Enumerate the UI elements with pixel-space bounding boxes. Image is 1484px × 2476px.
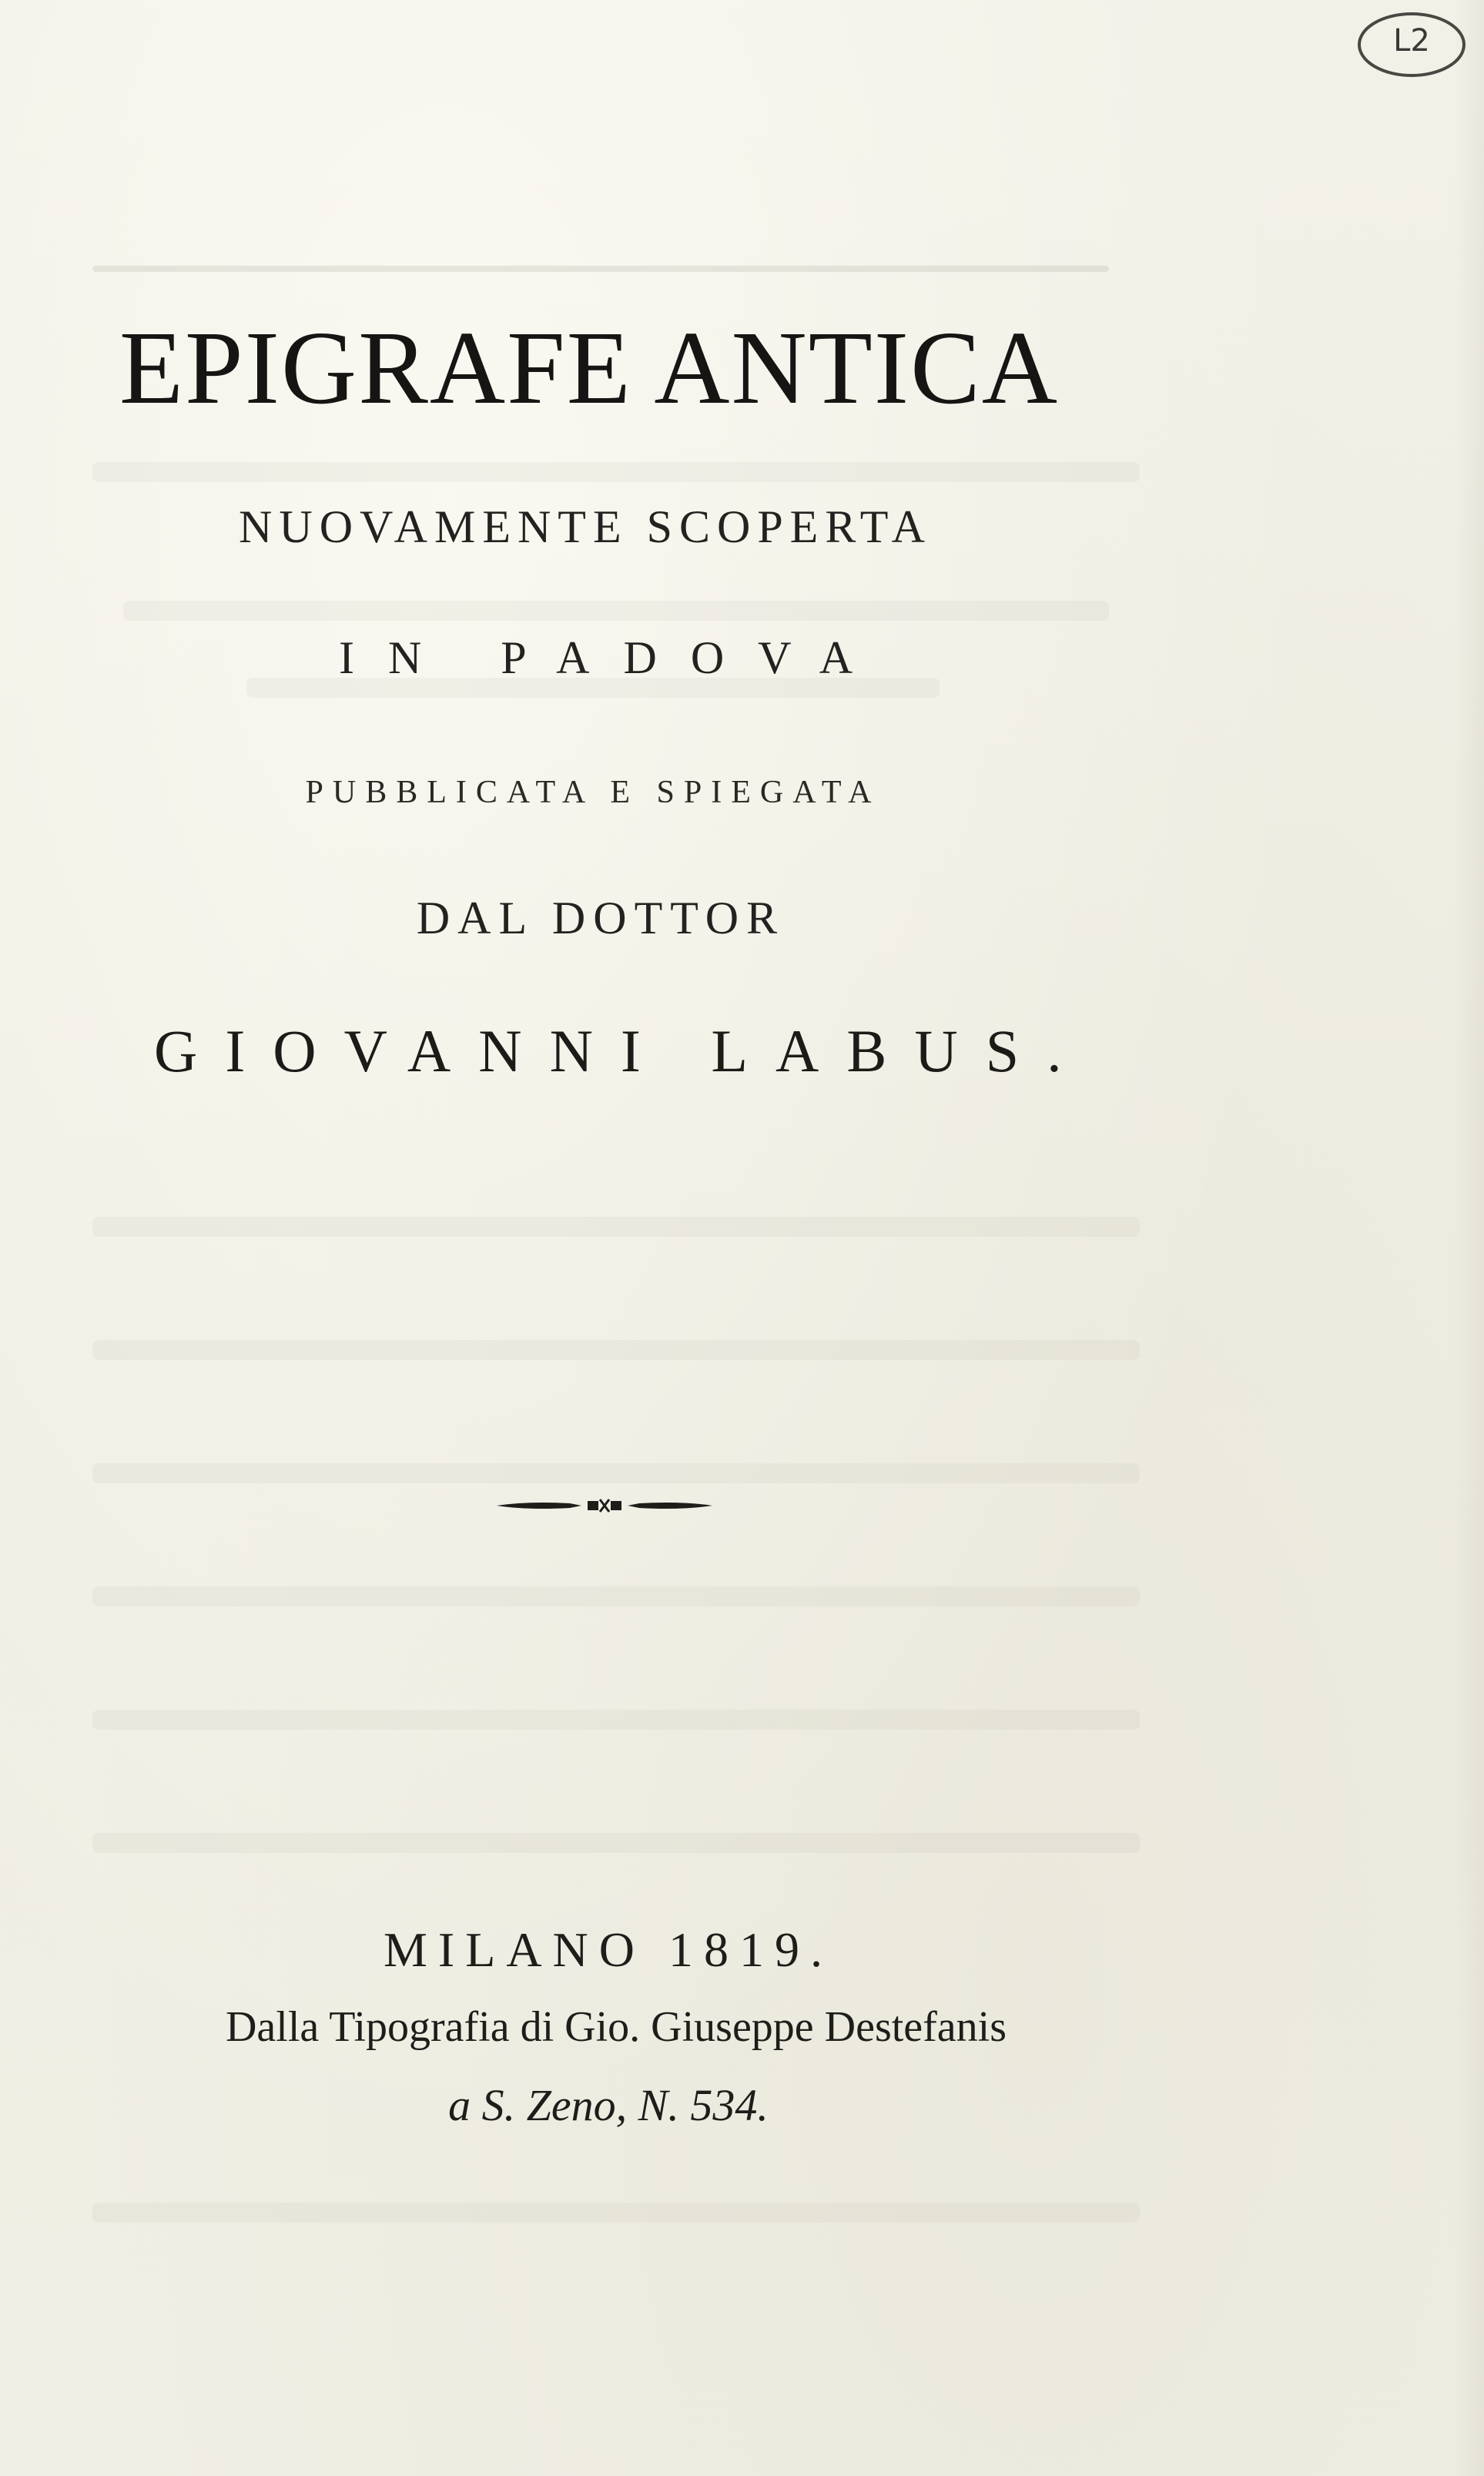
stamp-label: L2 [1393, 23, 1430, 59]
library-stamp [1354, 6, 1469, 83]
book-title: EPIGRAFE ANTICA [119, 310, 1060, 426]
printers-ornament-icon [497, 1496, 712, 1515]
imprint-printer: Dalla Tipografia di Gio. Giuseppe Destefanis [225, 2003, 1007, 2051]
bleed-through-line [92, 1833, 1140, 1853]
bleed-through-line [92, 1710, 1140, 1730]
bleed-through-line [123, 601, 1109, 621]
bleed-through-line [92, 1217, 1140, 1237]
byline: DAL DOTTOR [416, 893, 786, 943]
bleed-through-line [92, 1586, 1140, 1607]
subtitle-line-3: PUBBLICATA E SPIEGATA [305, 775, 881, 810]
bleed-through-line [92, 462, 1140, 482]
bleed-through-line [92, 1463, 1140, 1483]
subtitle-line-1: NUOVAMENTE SCOPERTA [239, 501, 932, 552]
bleed-through-rule [92, 266, 1109, 272]
page-edge-shadow [1453, 0, 1484, 2476]
subtitle-line-2: IN PADOVA [339, 632, 887, 683]
imprint-place-year: MILANO 1819. [384, 1922, 833, 1977]
bleed-through-line [92, 2203, 1140, 2223]
imprint-address: a S. Zeno, N. 534. [448, 2080, 769, 2130]
author-name: GIOVANNI LABUS. [154, 1017, 1090, 1084]
bleed-through-line [92, 1340, 1140, 1360]
